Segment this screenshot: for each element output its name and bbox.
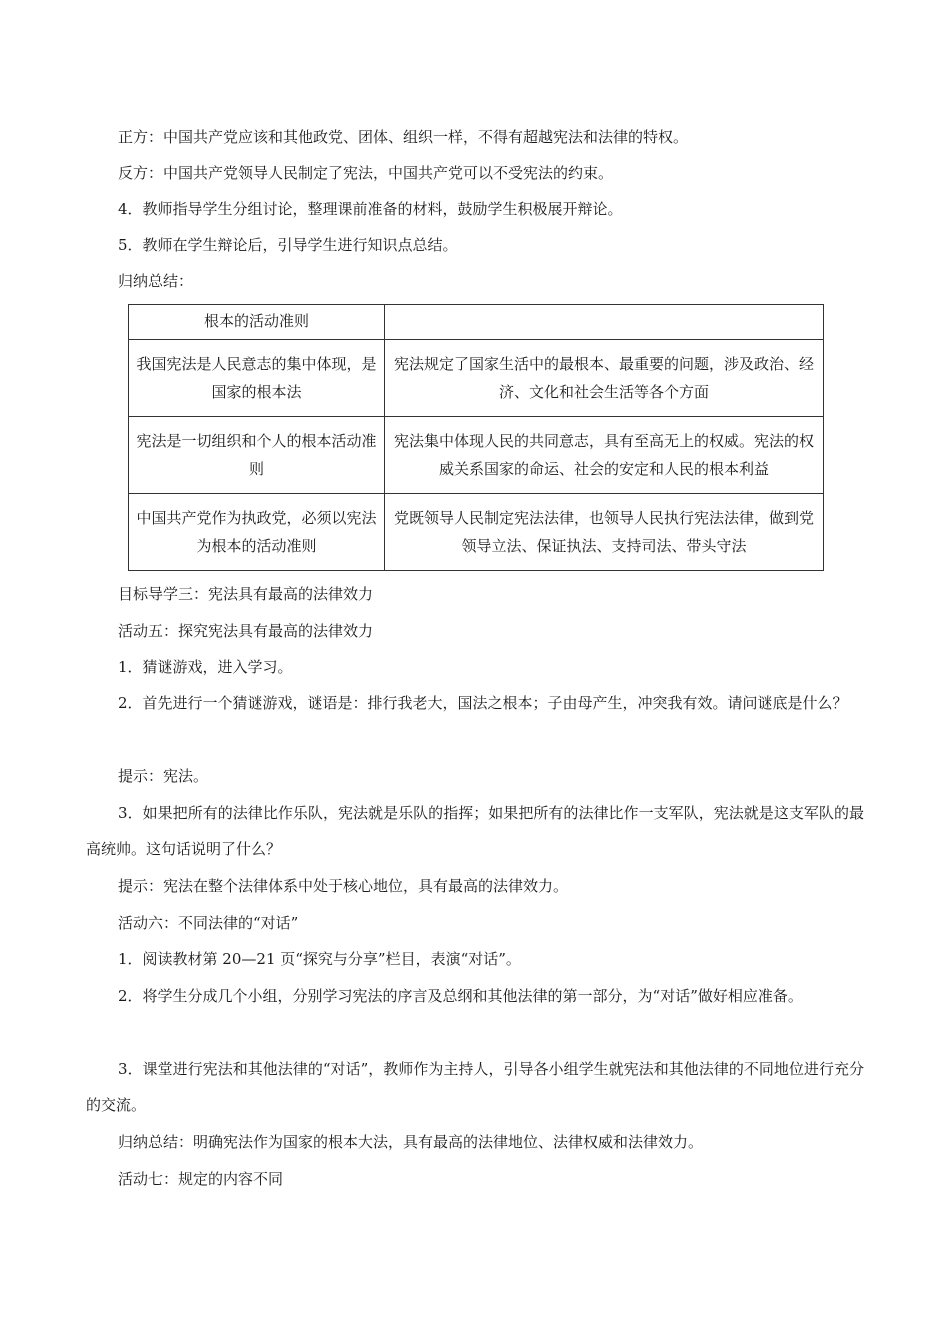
table-row: [129, 305, 824, 340]
table-cell: 中国共产党作为执政党，必须以宪法为根本的活动准则: [129, 494, 385, 571]
summary-heading: 归纳总结：: [118, 272, 194, 290]
table-cell: 宪法集中体现人民的共同意志，具有至高无上的权威。宪法的权威关系国家的命运、社会的安定和人民的根本利益: [385, 417, 824, 494]
activity-7-heading: 活动七：规定的内容不同: [118, 1170, 284, 1188]
table-row: [129, 494, 824, 571]
activity-5-heading: 活动五：探究宪法具有最高的法律效力: [118, 622, 374, 640]
paragraph-hint-1: 提示：宪法。: [118, 767, 209, 785]
activity-6-heading: 活动六：不同法律的“对话”: [118, 914, 299, 932]
paragraph-dialogue-2: 2．将学生分成几个小组，分别学习宪法的序言及总纲和其他法律的第一部分，为“对话”做好相应准备。: [118, 987, 803, 1005]
paragraph-riddle-intro: 1．猜谜游戏，进入学习。: [118, 658, 293, 676]
paragraph-step-5: 5．教师在学生辩论后，引导学生进行知识点总结。: [118, 236, 458, 254]
summary-table: [128, 304, 824, 571]
paragraph-analogy: 3．如果把所有的法律比作乐队，宪法就是乐队的指挥；如果把所有的法律比作一支军队，宪法就是这支军队的最高统帅。这句话说明了什么？: [86, 804, 864, 858]
paragraph-affirmative: 正方：中国共产党应该和其他政党、团体、组织一样，不得有超越宪法和法律的特权。: [118, 128, 689, 146]
table-cell: 党既领导人民制定宪法法律，也领导人民执行宪法法律，做到党领导立法、保证执法、支持司法、带头守法: [385, 494, 824, 571]
table-cell: [385, 305, 824, 340]
paragraph-hint-2: 提示：宪法在整个法律体系中处于核心地位，具有最高的法律效力。: [118, 877, 569, 895]
paragraph-riddle: 2．首先进行一个猜谜游戏，谜语是：排行我老大，国法之根本；子由母产生，冲突我有效。请问谜底是什么？: [118, 694, 848, 712]
table-row: [129, 340, 824, 417]
table-cell: 我国宪法是人民意志的集中体现，是国家的根本法: [129, 340, 385, 417]
table-row: [129, 417, 824, 494]
goal-heading-3: 目标导学三：宪法具有最高的法律效力: [118, 585, 374, 603]
table-cell: 宪法规定了国家生活中的最根本、最重要的问题，涉及政治、经济、文化和社会生活等各个方面: [385, 340, 824, 417]
summary-conclusion: 归纳总结：明确宪法作为国家的根本大法，具有最高的法律地位、法律权威和法律效力。: [118, 1133, 704, 1151]
paragraph-step-4: 4．教师指导学生分组讨论，整理课前准备的材料，鼓励学生积极展开辩论。: [118, 200, 623, 218]
table-cell: 宪法是一切组织和个人的根本活动准则: [129, 417, 385, 494]
paragraph-dialogue-3: 3．课堂进行宪法和其他法律的“对话”，教师作为主持人，引导各小组学生就宪法和其他法律的不同地位进行充分的交流。: [86, 1060, 864, 1114]
table-cell: 根本的活动准则: [129, 305, 385, 340]
paragraph-negative: 反方：中国共产党领导人民制定了宪法，中国共产党可以不受宪法的约束。: [118, 164, 614, 182]
paragraph-dialogue-1: 1．阅读教材第 20—21 页“探究与分享”栏目，表演“对话”。: [118, 950, 521, 968]
